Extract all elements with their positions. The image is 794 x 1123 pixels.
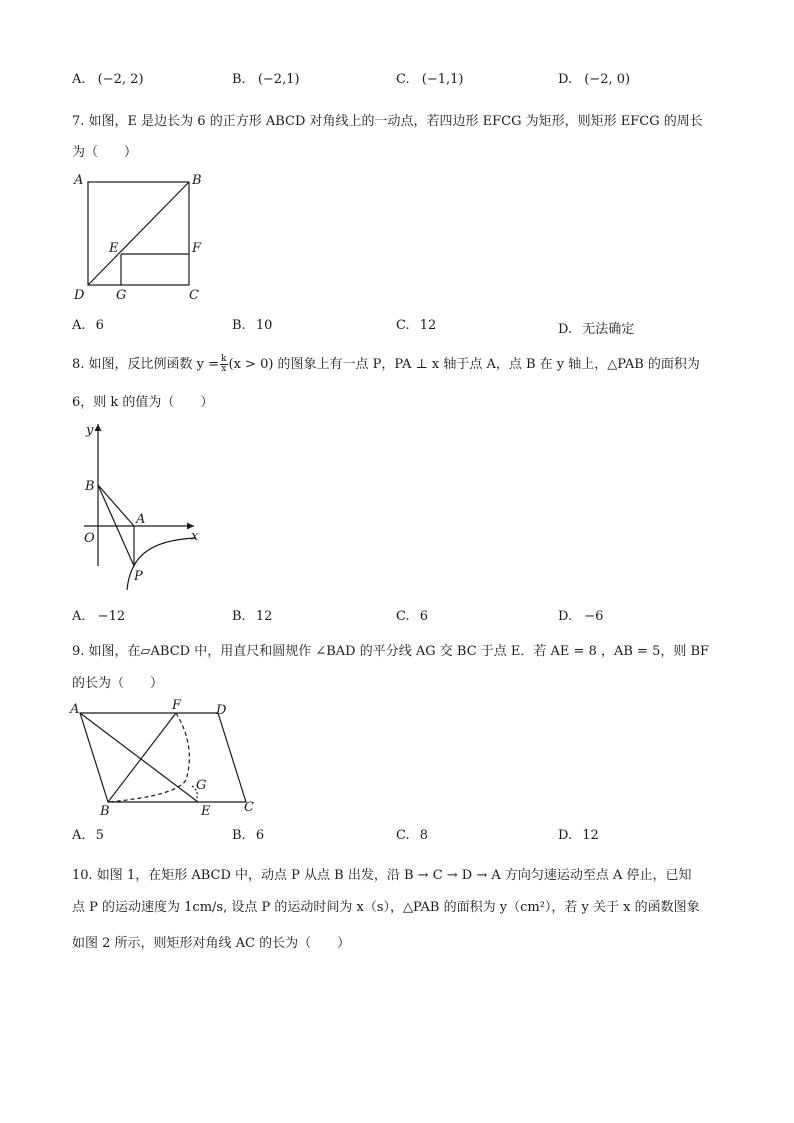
option-label: D.: [558, 322, 573, 337]
label-c: C: [189, 288, 199, 303]
option-label: C.: [396, 318, 410, 333]
square-abcd: [88, 182, 189, 285]
q6-option-a[interactable]: [72, 72, 144, 87]
diagonal-db: [88, 182, 189, 285]
label-e: E: [201, 804, 211, 819]
q7-text-line1: 7. 如图，E 是边长为 6 的正方形 ABCD 对角线上的一动点，若四边形 EFCG 为矩形，则矩形 EFCG 的周长: [72, 114, 703, 129]
option-value: 无法确定: [582, 322, 635, 337]
q7-figure: [70, 168, 210, 304]
fraction-k-over-x: [220, 355, 227, 374]
option-label: C.: [396, 72, 410, 87]
q8-figure: [78, 418, 208, 598]
label-y: y: [86, 423, 94, 438]
q9-text-line2: 的长为（ ）: [72, 676, 164, 691]
option-value: (−2, 2): [97, 72, 144, 87]
option-label: D.: [558, 828, 573, 843]
q10-text-line3: 如图 2 所示，则矩形对角线 AC 的长为（ ）: [72, 936, 351, 951]
label-b: B: [85, 479, 95, 494]
option-value: −6: [584, 609, 604, 624]
label-g: G: [116, 288, 127, 303]
label-d: D: [216, 703, 227, 718]
option-value: −12: [97, 609, 126, 624]
option-label: B.: [232, 318, 246, 333]
q8-option-a[interactable]: [72, 609, 125, 624]
q6-option-c[interactable]: [396, 72, 463, 87]
option-value: 12: [419, 318, 437, 333]
option-value: 10: [255, 318, 273, 333]
option-label: C.: [396, 609, 410, 624]
option-label: A.: [72, 318, 86, 333]
bisector-ag: [80, 713, 198, 802]
q9-text-line1: 9. 如图，在▱ABCD 中，用直尺和圆规作 ∠BAD 的平分线 AG 交 BC 于点 E．若 AE = 8 ，AB = 5，则 BF: [72, 644, 710, 659]
q6-option-d[interactable]: [558, 72, 630, 87]
option-value: (−2,1): [257, 72, 300, 87]
label-f: F: [172, 698, 182, 713]
label-a: A: [136, 512, 146, 527]
label-a: A: [74, 173, 84, 188]
option-value: 6: [419, 609, 429, 624]
q8-option-b[interactable]: [232, 609, 272, 624]
option-value: 12: [582, 828, 599, 843]
option-value: 12: [255, 609, 273, 624]
q9-option-b[interactable]: [232, 828, 264, 843]
fraction-numerator: k: [221, 354, 227, 364]
q7-option-c[interactable]: [396, 318, 436, 333]
option-value: 8: [419, 828, 429, 843]
label-b: B: [100, 804, 110, 819]
option-label: B.: [232, 828, 246, 843]
label-d: D: [74, 288, 85, 303]
q6-option-b[interactable]: [232, 72, 300, 87]
option-value: 5: [95, 828, 104, 843]
label-x: x: [191, 529, 199, 544]
label-a: A: [70, 702, 80, 717]
q7-option-b[interactable]: [232, 318, 272, 333]
option-label: B.: [232, 72, 246, 87]
label-o: O: [84, 531, 95, 546]
option-value: (−1,1): [421, 72, 464, 87]
q8-text-part1: 8. 如图，反比例函数 y =: [72, 357, 220, 372]
option-label: A.: [72, 828, 86, 843]
q7-option-d[interactable]: [558, 318, 634, 337]
q9-option-d[interactable]: [558, 828, 599, 843]
q9-figure: [68, 696, 268, 822]
q8-text-line2: 6，则 k 的值为（ ）: [72, 395, 214, 410]
option-label: B.: [232, 609, 246, 624]
q7-option-a[interactable]: [72, 318, 104, 333]
segment-bf: [108, 713, 176, 802]
option-label: D.: [558, 72, 573, 87]
q10-text-line1: 10. 如图 1，在矩形 ABCD 中，动点 P 从点 B 出发，沿 B → C → D → A 方向匀速运动至点 A 停止，已知: [72, 868, 692, 883]
label-e: E: [109, 241, 119, 256]
fraction-denominator: x: [221, 364, 227, 374]
q8-option-c[interactable]: [396, 609, 428, 624]
option-label: C.: [396, 828, 410, 843]
q8-option-d[interactable]: [558, 609, 603, 624]
label-f: F: [192, 241, 202, 256]
label-b: B: [192, 173, 202, 188]
q8-text-line1: [72, 353, 700, 374]
q7-text-line2: 为（ ）: [72, 145, 138, 160]
compass-arc: [108, 713, 189, 802]
option-value: 6: [95, 318, 104, 333]
segment-ba: [98, 485, 134, 526]
label-c: C: [244, 800, 254, 815]
q9-option-a[interactable]: [72, 828, 104, 843]
label-p: P: [134, 569, 143, 584]
q9-option-c[interactable]: [396, 828, 428, 843]
option-label: A.: [72, 72, 86, 87]
option-value: (−2, 0): [584, 72, 631, 87]
option-label: A.: [72, 609, 86, 624]
option-label: D.: [558, 609, 573, 624]
parallelogram-abcd: [80, 713, 246, 802]
q8-text-part2: (x > 0) 的图象上有一点 P，PA ⊥ x 轴于点 A，点 B 在 y 轴上，△PAB 的面积为: [228, 357, 700, 372]
option-value: 6: [255, 828, 265, 843]
label-g: G: [196, 778, 207, 793]
q10-text-line2: 点 P 的运动速度为 1cm/s, 设点 P 的运动时间为 x（s），△PAB 的面积为 y（cm²），若 y 关于 x 的函数图象: [72, 900, 700, 915]
